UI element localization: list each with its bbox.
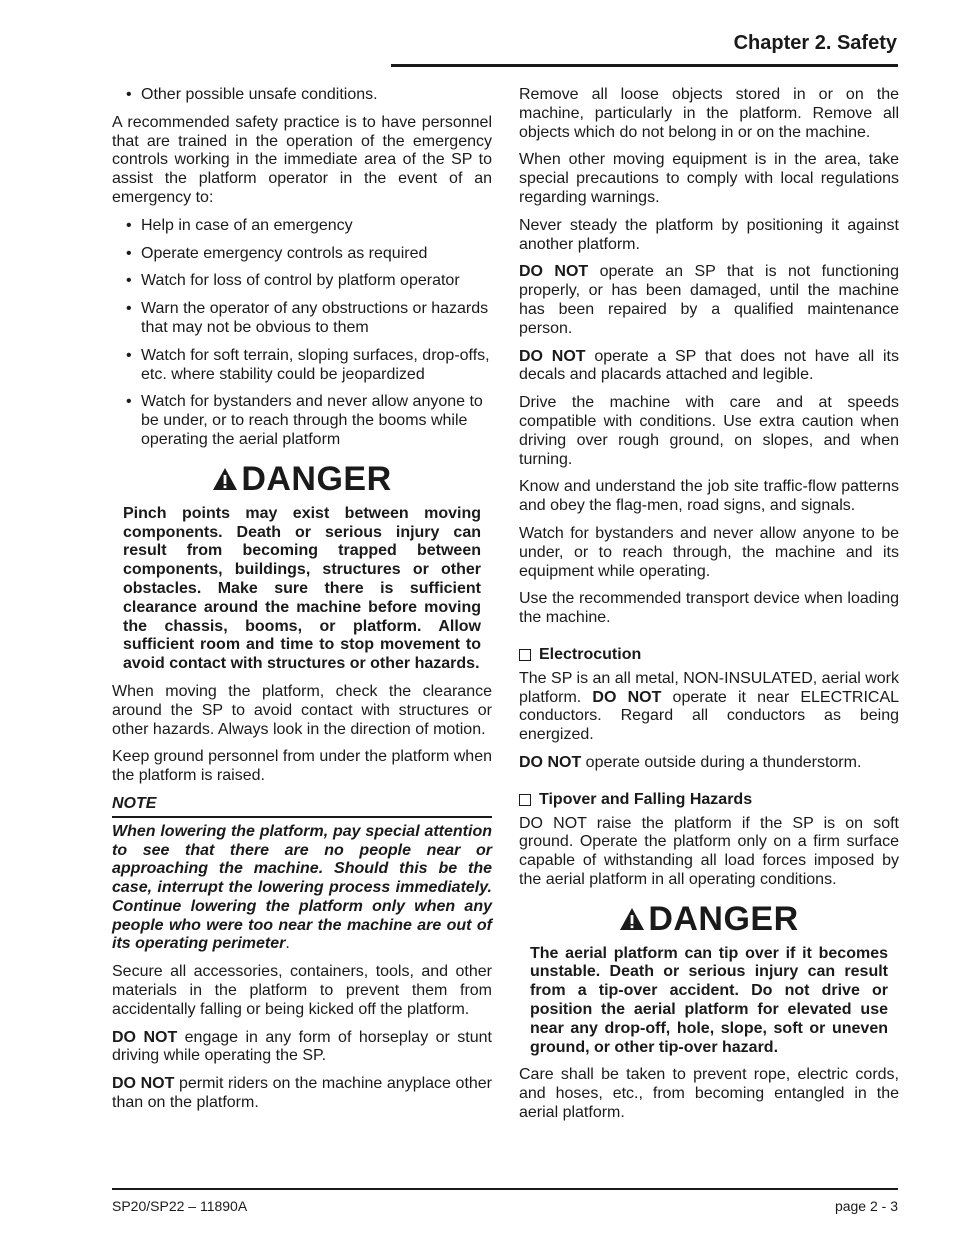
warning-triangle-icon xyxy=(212,467,238,491)
paragraph-text: operate outside during a thunderstorm. xyxy=(581,753,862,771)
intro-bullet-list xyxy=(112,86,492,105)
right-column xyxy=(519,86,899,1132)
paragraph xyxy=(112,1029,492,1067)
section-title: Tipover and Falling Hazards xyxy=(539,790,753,808)
paragraph-text: The SP is an all metal, NON-INSULATED, aerial work platform. xyxy=(519,669,899,706)
chapter-title: Chapter 2. Safety xyxy=(733,32,897,54)
paragraph-text: operate a SP that does not have all its decals and placards attached and legible. xyxy=(519,347,899,384)
paragraph: Use the recommended transport device when loading the machine. xyxy=(519,590,899,627)
do-not-label: DO NOT xyxy=(519,347,586,365)
warning-triangle-icon xyxy=(619,907,645,931)
paragraph xyxy=(112,1075,492,1113)
footer-document-id: SP20/SP22 – 11890A xyxy=(112,1198,248,1214)
paragraph xyxy=(519,348,899,386)
section-heading-tipover xyxy=(519,791,899,810)
left-column xyxy=(112,86,492,1122)
note-text xyxy=(112,823,492,955)
do-not-label: DO NOT xyxy=(112,1028,178,1046)
paragraph: Keep ground personnel from under the platform when the platform is raised. xyxy=(112,748,492,785)
paragraph-text: operate it near ELECTRICAL conductors. Regard all conductors as being energized. xyxy=(519,688,900,744)
paragraph: Remove all loose objects stored in or on the machine, particularly in the platform. Remove all objects which do not belong in or on the machine. xyxy=(519,86,899,141)
danger-heading xyxy=(519,899,899,939)
do-not-label: DO NOT xyxy=(112,1075,175,1093)
paragraph-text: operate an SP that is not functioning properly, or has been damaged, until the machine has been repaired by a qualified maintenance person. xyxy=(519,263,900,337)
danger-text: The aerial platform can tip over if it becomes unstable. Death or serious injury can result from a tip-over accident. Do not drive or position the aerial platform for elevated use near any drop-off, hole, slope, soft or uneven ground, or other tip-over hazard. xyxy=(530,944,888,1056)
paragraph-text: permit riders on the machine anyplace other than on the platform. xyxy=(112,1075,493,1112)
paragraph: DO NOT raise the platform if the SP is on soft ground. Operate the platform only on a firm surface capable of withstanding all load forces imposed by the aerial platform in all operating conditions. xyxy=(519,814,899,888)
list-item: • Watch for soft terrain, sloping surfaces, drop-offs, etc. where stability could be jeopardized xyxy=(112,347,492,385)
paragraph: When moving the platform, check the clearance around the SP to avoid contact with structures or other hazards. Always look in the direction of motion. xyxy=(112,682,492,738)
do-not-label: DO NOT xyxy=(519,753,582,771)
paragraph-text: engage in any form of horseplay or stunt driving while operating the SP. xyxy=(112,1028,492,1065)
list-item: • Watch for bystanders and never allow anyone to be under, or to reach through the booms while operating the aerial platform xyxy=(112,393,492,449)
danger-label: DANGER xyxy=(241,459,392,498)
note-body: When lowering the platform, pay special attention to see that there are no people near or approaching the machine. Should this be the case, interrupt the lowering process immediately. Continue lowering the platform only when any people who were too near the machine are out of its operating perimeter xyxy=(112,822,492,953)
do-not-label: DO NOT xyxy=(592,688,662,706)
paragraph: Secure all accessories, containers, tools, and other materials in the platform to prevent them from accidentally falling or being kicked off the platform. xyxy=(112,963,492,1018)
paragraph xyxy=(519,670,899,745)
danger-text: Pinch points may exist between moving components. Death or serious injury can result from becoming trapped between components, buildings, structures or other obstacles. Make sure there is sufficient clearance around the machine before moving the chassis, booms, or platform. Allow sufficient room and time to stop movement to avoid contact with structures or other hazards. xyxy=(123,504,481,673)
paragraph xyxy=(519,263,899,338)
note-title: NOTE xyxy=(112,795,492,818)
paragraph: Never steady the platform by positioning it against another platform. xyxy=(519,216,899,253)
danger-heading xyxy=(112,459,492,499)
checkbox-icon xyxy=(519,649,531,661)
list-item: • Watch for loss of control by platform operator xyxy=(112,272,492,291)
list-item: • Operate emergency controls as required xyxy=(112,245,492,264)
note-end: . xyxy=(285,935,290,953)
header-rule xyxy=(391,64,898,67)
section-title: Electrocution xyxy=(539,645,642,663)
list-item: • Warn the operator of any obstructions or hazards that may not be obvious to them xyxy=(112,300,492,338)
paragraph xyxy=(519,754,899,773)
assist-bullet-list xyxy=(112,217,492,450)
footer-page-number: page 2 - 3 xyxy=(834,1198,898,1214)
paragraph: Care shall be taken to prevent rope, electric cords, and hoses, etc., from becoming entangled in the aerial platform. xyxy=(519,1066,899,1122)
list-item: • Help in case of an emergency xyxy=(112,217,492,236)
danger-label: DANGER xyxy=(648,899,799,938)
paragraph: Drive the machine with care and at speeds compatible with conditions. Use extra caution when driving over rough ground, on slopes, and when turning. xyxy=(519,394,899,468)
paragraph: Know and understand the job site traffic-flow patterns and obey the flag-men, road signs, and signals. xyxy=(519,478,899,515)
section-heading-electrocution xyxy=(519,646,899,665)
checkbox-icon xyxy=(519,794,531,806)
paragraph: When other moving equipment is in the area, take special precautions to comply with local regulations regarding warnings. xyxy=(519,151,899,206)
paragraph: A recommended safety practice is to have personnel that are trained in the operation of the emergency controls working in the immediate area of the SP to assist the platform operator in the event of an emergency to: xyxy=(112,113,492,206)
list-item: • Other possible unsafe conditions. xyxy=(112,86,492,105)
footer-rule xyxy=(112,1188,898,1190)
paragraph: Watch for bystanders and never allow anyone to be under, or to reach through, the machine and its equipment while operating. xyxy=(519,524,899,580)
do-not-label: DO NOT xyxy=(519,263,589,281)
